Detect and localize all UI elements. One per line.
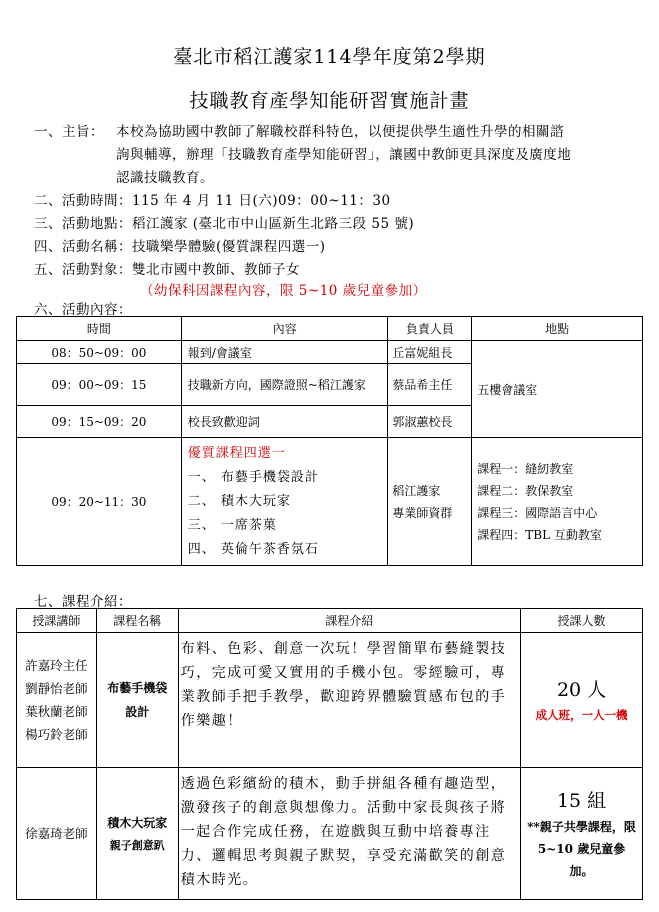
activity-rooms — [472, 438, 643, 566]
purpose-line-3: 認識技職教育。 — [116, 170, 214, 186]
course-capacity — [521, 633, 643, 768]
capacity-count: 20 人 — [556, 679, 607, 701]
purpose-line-1: 本校為協助國中教師了解職校群科特色，以便提供學生適性升學的相關諮 — [116, 124, 564, 140]
schedule-person: 郭淑蕙校長 — [388, 406, 472, 438]
teacher-name: 許嘉玲主任 — [25, 658, 88, 673]
activity-option-4: 四、 英倫午茶香氛石 — [187, 541, 319, 557]
course-name: 布藝手機袋設計 — [96, 633, 178, 768]
teacher-name: 劉靜怡老師 — [25, 681, 88, 696]
teacher-name: 徐嘉琦老師 — [25, 826, 88, 841]
header-person: 負責人員 — [388, 317, 472, 341]
course-name-cell — [96, 768, 178, 900]
header-content: 內容 — [181, 317, 388, 341]
audience-note: （幼保科因課程內容，限 5~10 歲兒童參加） — [140, 283, 427, 299]
schedule-header-row — [17, 317, 643, 341]
header-location: 地點 — [472, 317, 643, 341]
activity-title: 優質課程四選一 — [187, 445, 286, 461]
course-subname: 親子創意趴 — [109, 838, 165, 852]
document-subtitle: 技職教育產學知能研習實施計畫 — [189, 90, 470, 112]
table-row — [17, 768, 643, 900]
activity-option-1: 一、 布藝手機袋設計 — [187, 469, 319, 485]
schedule-content: 報到/會議室 — [181, 341, 388, 364]
header-teacher: 授課講師 — [17, 609, 97, 633]
activity-person-line-2: 專業師資群 — [392, 505, 453, 520]
schedule-content: 校長致歡迎詞 — [181, 406, 388, 438]
purpose-label: 一、主旨： — [34, 124, 104, 140]
event-time: 二、活動時間：115 年 4 月 11 日(六)09：00~11：30 — [34, 193, 391, 209]
activity-room-2: 課程二：教保教室 — [477, 483, 574, 498]
header-course-desc: 課程介紹 — [178, 609, 520, 633]
table-row — [17, 341, 643, 364]
course-table — [16, 608, 643, 900]
schedule-content: 技職新方向，國際證照~稻江護家 — [181, 364, 388, 406]
course-description: 布料、色彩、創意一次玩！學習簡單布藝縫製技巧，完成可愛又實用的手機小包。零經驗可，專業教師手把手教學，歡迎跨界體驗質感布包的手作樂趣！ — [178, 633, 520, 768]
capacity-note: **親子共學課程，限 5~10 歲兒童參加。 — [527, 819, 636, 878]
activity-content-heading: 六、活動內容： — [34, 302, 132, 318]
event-name: 四、活動名稱：技職樂學體驗(優質課程四選一) — [34, 239, 326, 255]
course-header-row — [17, 609, 643, 633]
activity-option-2: 二、 積木大玩家 — [187, 493, 291, 509]
course-description: 透過色彩繽紛的積木，動手拼組各種有趣造型，激發孩子的創意與想像力。活動中家長與孩子將一起合作完成任務，在遊戲與互動中培養專注力、邏輯思考與親子默契，享受充滿歡笑的創意積木時光。 — [178, 768, 520, 900]
course-name: 積木大玩家 — [107, 815, 168, 830]
table-row — [17, 438, 643, 566]
schedule-time: 09：15~09：20 — [17, 406, 182, 438]
teacher-name: 葉秋蘭老師 — [25, 704, 88, 719]
capacity-note: 成人班，一人一機 — [535, 708, 628, 722]
schedule-time: 08：50~09：00 — [17, 341, 182, 364]
header-capacity: 授課人數 — [521, 609, 643, 633]
course-capacity — [521, 768, 643, 900]
table-row — [17, 633, 643, 768]
activity-options — [181, 438, 388, 566]
activity-person — [388, 438, 472, 566]
header-course-name: 課程名稱 — [96, 609, 178, 633]
event-location: 三、活動地點：稻江護家 (臺北市中山區新生北路三段 55 號) — [34, 216, 415, 232]
schedule-time: 09：00~09：15 — [17, 364, 182, 406]
document-title: 臺北市稻江護家114學年度第2學期 — [173, 46, 486, 68]
schedule-person: 蔡品希主任 — [388, 364, 472, 406]
header-time: 時間 — [17, 317, 182, 341]
schedule-room-main: 五樓會議室 — [472, 341, 643, 438]
schedule-person: 丘富妮組長 — [388, 341, 472, 364]
course-teachers — [17, 633, 97, 768]
capacity-count: 15 組 — [556, 789, 607, 812]
activity-room-4: 課程四：TBL 互動教室 — [477, 527, 602, 542]
teacher-name: 楊巧鈴老師 — [25, 727, 88, 742]
activity-room-1: 課程一：縫紉教室 — [477, 461, 574, 476]
schedule-table — [16, 316, 643, 566]
activity-time: 09：20~11：30 — [17, 438, 182, 566]
activity-person-line-1: 稻江護家 — [392, 483, 441, 498]
course-intro-heading: 七、課程介紹： — [34, 594, 132, 610]
purpose-line-2: 詢與輔導，辦理「技職教育產學知能研習」，讓國中教師更具深度及廣度地 — [116, 147, 572, 163]
course-teachers — [17, 768, 97, 900]
event-audience: 五、活動對象：雙北市國中教師、教師子女 — [34, 262, 300, 278]
activity-option-3: 三、 一席茶菓 — [187, 517, 277, 533]
activity-room-3: 課程三：國際語言中心 — [477, 505, 598, 520]
